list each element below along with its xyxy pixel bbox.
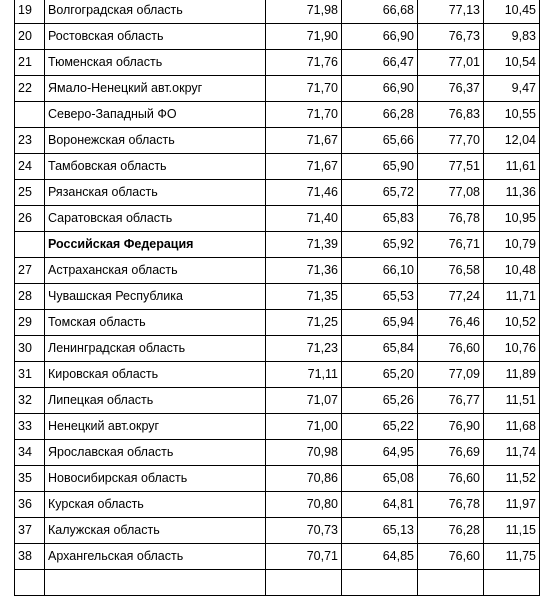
- value-female: 76,69: [418, 440, 484, 466]
- table-row-total: [15, 232, 540, 258]
- region-name: Рязанская область: [45, 180, 266, 206]
- row-number: 21: [15, 50, 45, 76]
- table-row: [15, 154, 540, 180]
- value-total: 70,86: [266, 466, 342, 492]
- value-female: 77,24: [418, 284, 484, 310]
- row-number: 28: [15, 284, 45, 310]
- value-total: 71,36: [266, 258, 342, 284]
- value-male: 65,20: [342, 362, 418, 388]
- region-name: Воронежская область: [45, 128, 266, 154]
- value-female: 76,46: [418, 310, 484, 336]
- value-total: 70,71: [266, 544, 342, 570]
- value-male: 66,28: [342, 102, 418, 128]
- row-number: 31: [15, 362, 45, 388]
- row-number: 25: [15, 180, 45, 206]
- value-total: 71,98: [266, 0, 342, 24]
- value-total: 71,46: [266, 180, 342, 206]
- value-difference: 9,47: [484, 76, 540, 102]
- table-row: [15, 50, 540, 76]
- value-male: 64,95: [342, 440, 418, 466]
- value-female: 76,60: [418, 336, 484, 362]
- value-difference: 11,51: [484, 388, 540, 414]
- region-name: Ненецкий авт.округ: [45, 414, 266, 440]
- table-row: [15, 388, 540, 414]
- value-male: 66,90: [342, 76, 418, 102]
- value-female: 77,13: [418, 0, 484, 24]
- row-number: 20: [15, 24, 45, 50]
- value-male: 66,68: [342, 0, 418, 24]
- value-difference: 10,95: [484, 206, 540, 232]
- row-number: 34: [15, 440, 45, 466]
- row-number: 37: [15, 518, 45, 544]
- value-female: 76,60: [418, 466, 484, 492]
- value-female: 76,58: [418, 258, 484, 284]
- table-row: [15, 336, 540, 362]
- region-name: Калужская область: [45, 518, 266, 544]
- value-difference: 10,79: [484, 232, 540, 258]
- value-male: 65,13: [342, 518, 418, 544]
- value-total: 71,76: [266, 50, 342, 76]
- life-expectancy-table: [14, 0, 540, 596]
- value-male: 65,08: [342, 466, 418, 492]
- table-row: [15, 258, 540, 284]
- value-male: 65,90: [342, 154, 418, 180]
- table-row: [15, 492, 540, 518]
- value-female: 76,28: [418, 518, 484, 544]
- value-difference: 10,52: [484, 310, 540, 336]
- table-row-partial: [15, 570, 540, 596]
- region-name: Тюменская область: [45, 50, 266, 76]
- value-female: 77,08: [418, 180, 484, 206]
- value-difference: 10,54: [484, 50, 540, 76]
- row-number: [15, 102, 45, 128]
- value-female: 77,70: [418, 128, 484, 154]
- value-difference: 11,71: [484, 284, 540, 310]
- value-total: 70,73: [266, 518, 342, 544]
- region-name: Липецкая область: [45, 388, 266, 414]
- value-difference: 11,36: [484, 180, 540, 206]
- region-name: Волгоградская область: [45, 0, 266, 24]
- value-male: 66,47: [342, 50, 418, 76]
- value-difference: 11,89: [484, 362, 540, 388]
- region-name: Чувашская Республика: [45, 284, 266, 310]
- value-total: 71,07: [266, 388, 342, 414]
- region-name: Новосибирская область: [45, 466, 266, 492]
- value-total: 71,23: [266, 336, 342, 362]
- table-row: [15, 0, 540, 24]
- value-total: 71,39: [266, 232, 342, 258]
- table-row: [15, 128, 540, 154]
- value-total: 70,98: [266, 440, 342, 466]
- table-body: [15, 0, 540, 596]
- value-total: 71,70: [266, 102, 342, 128]
- region-name: Тамбовская область: [45, 154, 266, 180]
- value-total: 71,67: [266, 128, 342, 154]
- region-name: Ленинградская область: [45, 336, 266, 362]
- region-name: Ростовская область: [45, 24, 266, 50]
- value-female: 76,90: [418, 414, 484, 440]
- table-row: [15, 102, 540, 128]
- value-female: 77,01: [418, 50, 484, 76]
- value-male: 64,85: [342, 544, 418, 570]
- value-female: 76,77: [418, 388, 484, 414]
- row-number: 19: [15, 0, 45, 24]
- value-male: 64,81: [342, 492, 418, 518]
- region-name: Курская область: [45, 492, 266, 518]
- value-difference: 10,55: [484, 102, 540, 128]
- value-female: 76,71: [418, 232, 484, 258]
- table-row: [15, 180, 540, 206]
- row-number: 26: [15, 206, 45, 232]
- value-total: 71,00: [266, 414, 342, 440]
- value-female: 77,51: [418, 154, 484, 180]
- row-number: 30: [15, 336, 45, 362]
- value-difference: 11,97: [484, 492, 540, 518]
- value-total: 71,70: [266, 76, 342, 102]
- table-row: [15, 206, 540, 232]
- region-name: Ямало-Ненецкий авт.округ: [45, 76, 266, 102]
- value-male: 65,66: [342, 128, 418, 154]
- value-difference: 11,74: [484, 440, 540, 466]
- table-row: [15, 284, 540, 310]
- region-name: Архангельская область: [45, 544, 266, 570]
- value-total: 71,67: [266, 154, 342, 180]
- value-difference: 11,61: [484, 154, 540, 180]
- value-male: 65,94: [342, 310, 418, 336]
- value-difference: 11,15: [484, 518, 540, 544]
- value-total: 71,25: [266, 310, 342, 336]
- value-total: 71,90: [266, 24, 342, 50]
- value-female: 76,78: [418, 492, 484, 518]
- value-total: 71,11: [266, 362, 342, 388]
- value-difference: 11,68: [484, 414, 540, 440]
- region-name: Ярославская область: [45, 440, 266, 466]
- row-number: 23: [15, 128, 45, 154]
- table-row: [15, 466, 540, 492]
- region-name: Томская область: [45, 310, 266, 336]
- row-number: [15, 232, 45, 258]
- region-name: Кировская область: [45, 362, 266, 388]
- table-row: [15, 440, 540, 466]
- region-name: Российская Федерация: [45, 232, 266, 258]
- value-male: 65,84: [342, 336, 418, 362]
- value-male: 65,26: [342, 388, 418, 414]
- table-row: [15, 24, 540, 50]
- value-difference: 10,45: [484, 0, 540, 24]
- value-female: 77,09: [418, 362, 484, 388]
- value-female: 76,83: [418, 102, 484, 128]
- value-difference: 11,75: [484, 544, 540, 570]
- value-difference: 9,83: [484, 24, 540, 50]
- row-number: 38: [15, 544, 45, 570]
- region-name: Саратовская область: [45, 206, 266, 232]
- row-number: 27: [15, 258, 45, 284]
- row-number: 24: [15, 154, 45, 180]
- value-difference: 12,04: [484, 128, 540, 154]
- table-row: [15, 414, 540, 440]
- table-row: [15, 362, 540, 388]
- value-female: 76,78: [418, 206, 484, 232]
- value-female: 76,73: [418, 24, 484, 50]
- region-name: Астраханская область: [45, 258, 266, 284]
- value-female: 76,60: [418, 544, 484, 570]
- row-number: 22: [15, 76, 45, 102]
- table-row: [15, 76, 540, 102]
- row-number: 36: [15, 492, 45, 518]
- value-difference: 10,48: [484, 258, 540, 284]
- table-row: [15, 518, 540, 544]
- table-row: [15, 544, 540, 570]
- row-number: 29: [15, 310, 45, 336]
- value-total: 70,80: [266, 492, 342, 518]
- value-male: 65,92: [342, 232, 418, 258]
- value-male: 65,83: [342, 206, 418, 232]
- value-total: 71,40: [266, 206, 342, 232]
- table-row: [15, 310, 540, 336]
- value-male: 65,53: [342, 284, 418, 310]
- value-female: 76,37: [418, 76, 484, 102]
- value-difference: 11,52: [484, 466, 540, 492]
- row-number: 32: [15, 388, 45, 414]
- region-name: Северо-Западный ФО: [45, 102, 266, 128]
- value-male: 66,90: [342, 24, 418, 50]
- row-number: 33: [15, 414, 45, 440]
- value-male: 65,22: [342, 414, 418, 440]
- value-difference: 10,76: [484, 336, 540, 362]
- value-male: 66,10: [342, 258, 418, 284]
- value-total: 71,35: [266, 284, 342, 310]
- row-number: 35: [15, 466, 45, 492]
- value-male: 65,72: [342, 180, 418, 206]
